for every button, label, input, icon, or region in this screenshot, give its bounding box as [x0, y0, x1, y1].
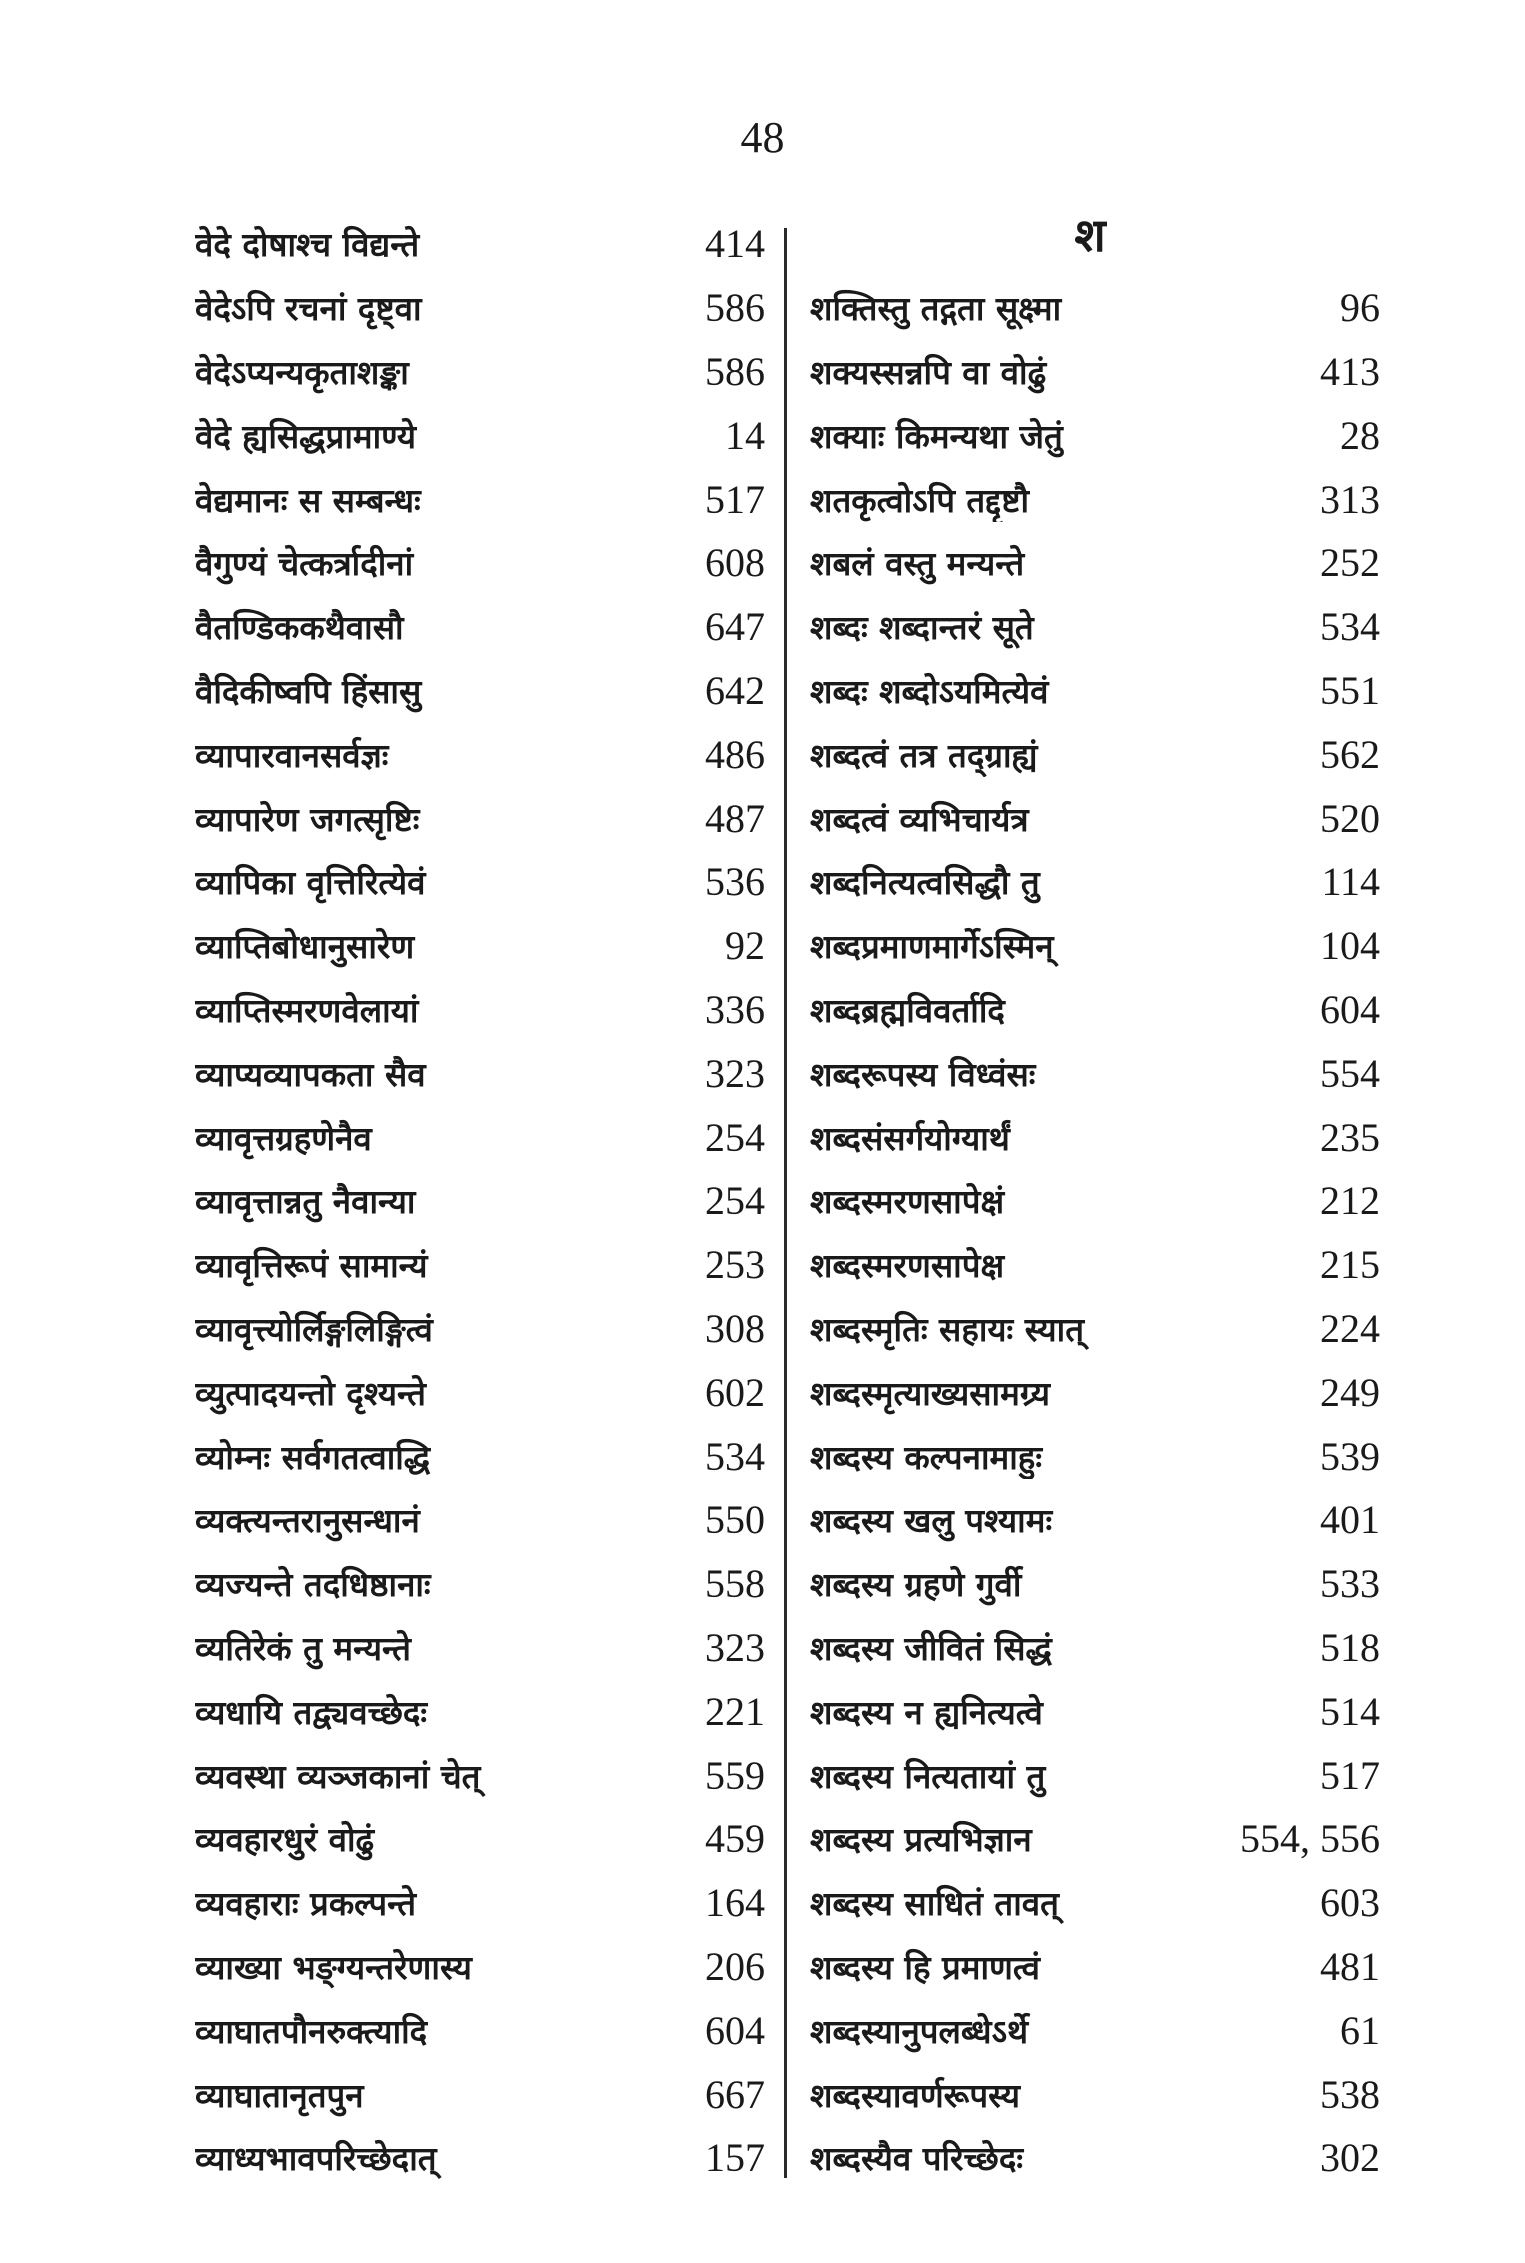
index-entry [810, 1679, 1380, 1743]
entry-page-number: 481 [1320, 1943, 1380, 1989]
entry-page-number: 336 [705, 986, 765, 1032]
index-entry [810, 659, 1380, 723]
index-entry [810, 1807, 1380, 1871]
entry-page-number: 538 [1320, 2071, 1380, 2117]
index-entry [810, 1297, 1380, 1361]
entry-page-number: 252 [1320, 540, 1380, 586]
entry-text: व्याध्यभावपरिच्छेदात् [195, 2139, 437, 2179]
index-entry [810, 403, 1380, 467]
entry-text: शक्याः किमन्यथा जेतुं [810, 416, 1063, 456]
entry-page-number: 520 [1320, 795, 1380, 841]
entry-text: शब्दस्मृतिः सहायः स्यात् [810, 1309, 1085, 1349]
index-entry [810, 1616, 1380, 1680]
index-entry [810, 2062, 1380, 2126]
entry-text: व्यावृत्त्योर्लिङ्गलिङ्गित्वं [195, 1309, 433, 1349]
entry-page-number: 517 [1320, 1752, 1380, 1798]
entry-page-number: 559 [705, 1752, 765, 1798]
entry-text: व्यतिरेकं तु मन्यन्ते [195, 1628, 411, 1668]
index-entry [810, 1935, 1380, 1999]
entry-page-number: 554 [1320, 1050, 1380, 1096]
index-entry [195, 531, 765, 595]
entry-page-number: 215 [1320, 1242, 1380, 1288]
entry-page-number: 114 [1321, 859, 1380, 905]
index-entry [195, 1297, 765, 1361]
entry-text: शब्दस्य नित्यतायां तु [810, 1756, 1046, 1796]
entry-text: शब्दस्मृत्याख्यसामग्र्य [810, 1373, 1051, 1413]
entry-page-number: 554, 556 [1240, 1816, 1380, 1862]
index-entry [195, 276, 765, 340]
index-entry [810, 1105, 1380, 1169]
entry-text: शब्दत्वं तत्र तद्ग्राह्यं [810, 735, 1038, 775]
entry-page-number: 323 [705, 1624, 765, 1670]
entry-page-number: 667 [705, 2071, 765, 2117]
entry-page-number: 302 [1320, 2135, 1380, 2181]
entry-text: शब्दरूपस्य विध्वंसः [810, 1054, 1036, 1094]
index-entry [810, 722, 1380, 786]
index-entry [810, 2126, 1380, 2190]
entry-text: व्यावृत्तिरूपं सामान्यं [195, 1246, 428, 1286]
entry-page-number: 401 [1320, 1497, 1380, 1543]
index-entry [195, 1360, 765, 1424]
entry-text: शब्दस्य ग्रहणे गुर्वी [810, 1565, 1022, 1605]
entry-text: व्याख्या भङ्ग्यन्तरेणास्य [195, 1947, 472, 1987]
entry-text: शब्दसंसर्गयोग्यार्थं [810, 1118, 1010, 1158]
entry-page-number: 604 [705, 2007, 765, 2053]
entry-text: शब्दः शब्दान्तरं सूते [810, 608, 1034, 648]
index-entry [810, 1169, 1380, 1233]
index-entry [810, 276, 1380, 340]
entry-page-number: 551 [1320, 667, 1380, 713]
entry-text: वेदे ह्यसिद्धप्रामाण्ये [195, 416, 416, 456]
entry-text: व्याप्तिबोधानुसारेण [195, 927, 415, 967]
entry-text: शब्दस्मरणसापेक्ष [810, 1246, 1005, 1286]
section-heading: श [1074, 208, 1106, 262]
index-entry [810, 978, 1380, 1042]
index-entry [810, 1424, 1380, 1488]
index-entry [195, 1807, 765, 1871]
entry-text: शब्दस्मरणसापेक्षं [810, 1182, 1005, 1222]
entry-text: वैदिकीष्वपि हिंसासु [195, 671, 422, 711]
entry-text: शब्दस्यावर्णरूपस्य [810, 2075, 1021, 2115]
entry-text: वेदेऽप्यन्यकृताशङ्का [195, 352, 409, 392]
index-entry [195, 1105, 765, 1169]
index-entry [810, 467, 1380, 531]
entry-page-number: 642 [705, 667, 765, 713]
index-entry [810, 595, 1380, 659]
entry-text: वैगुण्यं चेत्कर्त्रादीनां [195, 544, 414, 584]
entry-text: वैतण्डिककथैवासौ [195, 608, 404, 648]
entry-page-number: 28 [1340, 412, 1380, 458]
entry-page-number: 586 [705, 285, 765, 331]
entry-page-number: 517 [705, 476, 765, 522]
index-entry [195, 1488, 765, 1552]
index-entry [195, 2126, 765, 2190]
entry-page-number: 206 [705, 1943, 765, 1989]
entry-text: व्यधायि तद्व्यवच्छेदः [195, 1692, 428, 1732]
entry-text: व्याप्यव्यापकता सैव [195, 1054, 426, 1094]
entry-page-number: 224 [1320, 1305, 1380, 1351]
entry-page-number: 157 [705, 2135, 765, 2181]
entry-page-number: 221 [705, 1688, 765, 1734]
index-column-left [195, 212, 765, 2190]
index-entry [195, 722, 765, 786]
index-entry [195, 340, 765, 404]
entry-text: शब्दस्य हि प्रमाणत्वं [810, 1947, 1040, 1987]
entry-text: व्याघातपौनरुक्त्यादि [195, 2011, 428, 2051]
entry-page-number: 459 [705, 1816, 765, 1862]
index-entry [195, 403, 765, 467]
entry-text: शब्दस्यैव परिच्छेदः [810, 2139, 1024, 2179]
entry-page-number: 308 [705, 1305, 765, 1351]
index-entry [195, 786, 765, 850]
entry-page-number: 413 [1320, 348, 1380, 394]
index-entry [195, 467, 765, 531]
entry-page-number: 235 [1320, 1114, 1380, 1160]
entry-page-number: 586 [705, 348, 765, 394]
entry-page-number: 96 [1340, 285, 1380, 331]
entry-page-number: 14 [725, 412, 765, 458]
entry-text: व्यापारेण जगत्सृष्टिः [195, 799, 420, 839]
index-entry [195, 1169, 765, 1233]
index-entry [195, 212, 765, 276]
index-entry [810, 1360, 1380, 1424]
entry-text: शक्यस्सन्नपि वा वोढुं [810, 352, 1047, 392]
entry-page-number: 313 [1320, 476, 1380, 522]
entry-text: व्याप्तिस्मरणवेलायां [195, 990, 419, 1030]
entry-text: व्याघातानृतपुन [195, 2075, 364, 2115]
entry-page-number: 550 [705, 1497, 765, 1543]
column-divider [784, 228, 787, 2178]
entry-text: व्यापिका वृत्तिरित्येवं [195, 863, 426, 903]
entry-text: व्यावृत्तान्नतु नैवान्या [195, 1182, 416, 1222]
index-column-right [810, 212, 1380, 2190]
entry-page-number: 92 [725, 923, 765, 969]
index-entry [195, 1616, 765, 1680]
index-entry [195, 2062, 765, 2126]
entry-text: शब्दः शब्दोऽयमित्येवं [810, 671, 1049, 711]
entry-text: शबलं वस्तु मन्यन्ते [810, 544, 1025, 584]
entry-page-number: 104 [1320, 923, 1380, 969]
index-entry [195, 1233, 765, 1297]
entry-page-number: 562 [1320, 731, 1380, 777]
entry-text: व्यज्यन्ते तदधिष्ठानाः [195, 1565, 431, 1605]
entry-page-number: 534 [1320, 604, 1380, 650]
entry-page-number: 558 [705, 1561, 765, 1607]
entry-text: शब्दस्य कल्पनामाहुः [810, 1437, 1042, 1477]
entry-page-number: 323 [705, 1050, 765, 1096]
entry-text: व्युत्पादयन्तो दृश्यन्ते [195, 1373, 426, 1413]
entry-page-number: 254 [705, 1178, 765, 1224]
index-entry [195, 914, 765, 978]
index-entry [195, 1552, 765, 1616]
entry-text: व्यावृत्तग्रहणेनैव [195, 1118, 372, 1158]
index-entry [810, 1041, 1380, 1105]
entry-page-number: 61 [1340, 2007, 1380, 2053]
index-entry [195, 595, 765, 659]
index-entry [195, 1424, 765, 1488]
index-entry [195, 1998, 765, 2062]
index-entry [195, 659, 765, 723]
index-entry [810, 1871, 1380, 1935]
entry-text: शब्दप्रमाणमार्गेऽस्मिन् [810, 927, 1054, 967]
entry-text: व्यक्त्यन्तरानुसन्धानं [195, 1501, 420, 1541]
entry-page-number: 253 [705, 1242, 765, 1288]
entry-page-number: 603 [1320, 1880, 1380, 1926]
index-entry [195, 1041, 765, 1105]
entry-text: व्यवहाराः प्रकल्पन्ते [195, 1884, 417, 1924]
index-entry [810, 1488, 1380, 1552]
entry-page-number: 212 [1320, 1178, 1380, 1224]
entry-page-number: 514 [1320, 1688, 1380, 1734]
entry-page-number: 533 [1320, 1561, 1380, 1607]
entry-text: शब्दस्य साधितं तावत् [810, 1884, 1059, 1924]
entry-text: शब्दस्यानुपलब्धेऽर्थे [810, 2011, 1029, 2051]
entry-text: व्यवहारधुरं वोढुं [195, 1820, 375, 1860]
entry-page-number: 534 [705, 1433, 765, 1479]
entry-text: शब्दस्य जीवितं सिद्धं [810, 1628, 1052, 1668]
entry-text: शब्दनित्यत्वसिद्धौ तु [810, 863, 1040, 903]
index-entry [195, 1871, 765, 1935]
entry-page-number: 604 [1320, 986, 1380, 1032]
entry-text: वेदेऽपि रचनां दृष्ट्वा [195, 289, 422, 329]
index-entry [195, 1679, 765, 1743]
index-entry [810, 786, 1380, 850]
entry-text: शब्दस्य न ह्यनित्यत्वे [810, 1692, 1043, 1732]
index-entry [810, 1552, 1380, 1616]
index-entry [195, 850, 765, 914]
entry-text: शब्दस्य खलु पश्यामः [810, 1501, 1053, 1541]
entry-page-number: 254 [705, 1114, 765, 1160]
entry-page-number: 249 [1320, 1369, 1380, 1415]
index-entry [195, 978, 765, 1042]
page-number: 48 [740, 113, 785, 162]
entry-page-number: 539 [1320, 1433, 1380, 1479]
index-entry [810, 914, 1380, 978]
index-entry [810, 1233, 1380, 1297]
entry-page-number: 487 [705, 795, 765, 841]
entry-page-number: 647 [705, 604, 765, 650]
index-entry [810, 1998, 1380, 2062]
entry-page-number: 602 [705, 1369, 765, 1415]
entry-text: वेदे दोषाश्च विद्यन्ते [195, 225, 420, 265]
entry-text: शक्तिस्तु तद्गता सूक्ष्मा [810, 289, 1062, 329]
entry-text: शब्दत्वं व्यभिचार्यत्र [810, 799, 1029, 839]
index-entry [195, 1935, 765, 1999]
entry-text: शब्दब्रह्मविवर्तादि [810, 990, 1005, 1030]
index-entry [810, 1743, 1380, 1807]
index-entry [195, 1743, 765, 1807]
entry-text: शतकृत्वोऽपि तद्दृष्टौ [810, 480, 1030, 520]
entry-page-number: 536 [705, 859, 765, 905]
entry-page-number: 414 [705, 221, 765, 267]
index-entry [810, 340, 1380, 404]
index-entry [810, 850, 1380, 914]
entry-text: शब्दस्य प्रत्यभिज्ञान [810, 1820, 1032, 1860]
entry-page-number: 164 [705, 1880, 765, 1926]
entry-text: व्यापारवानसर्वज्ञः [195, 735, 389, 775]
entry-page-number: 608 [705, 540, 765, 586]
entry-text: वेद्यमानः स सम्बन्धः [195, 480, 421, 520]
entry-page-number: 486 [705, 731, 765, 777]
entry-text: व्योम्नः सर्वगतत्वाद्धि [195, 1437, 431, 1477]
entry-page-number: 518 [1320, 1624, 1380, 1670]
entry-text: व्यवस्था व्यञ्जकानां चेत् [195, 1756, 481, 1796]
index-entry [810, 531, 1380, 595]
